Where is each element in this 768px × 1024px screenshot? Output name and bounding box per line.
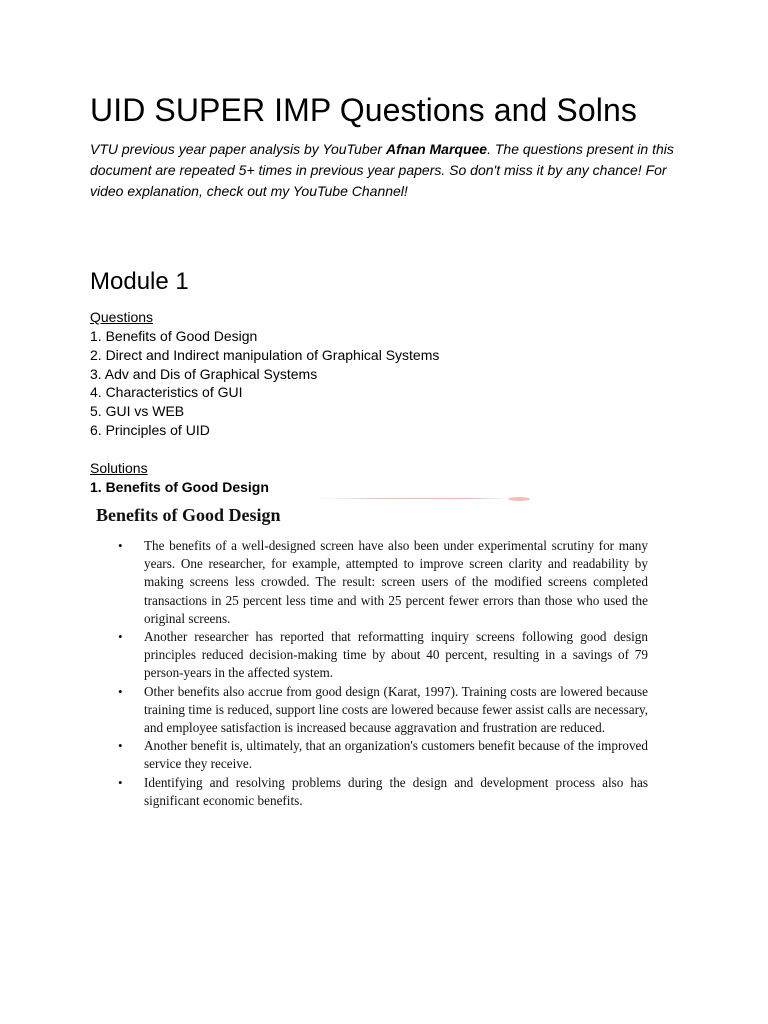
bullet-icon: • (118, 738, 123, 754)
scanned-excerpt-bullets (96, 537, 648, 810)
bullet-text: Another benefit is, ultimately, that an organization's customers benefit because of the improved service they receive. (144, 738, 648, 772)
scanned-excerpt-image (96, 505, 648, 830)
bullet-icon: • (118, 774, 123, 790)
bullet-text: Another researcher has reported that reformatting inquiry screens following good design principles reduced decision-making time by about 40 percent, resulting in a savings of 79 person-years in the affected system. (144, 629, 648, 681)
bullet-icon: • (118, 538, 123, 553)
question-item: 4. Characteristics of GUI (90, 384, 243, 401)
bullet-point (96, 628, 648, 683)
intro-text-after: . The questions present in this document are repeated 5+ times in previous year papers. So don't miss it by any chance! For video explanation, check out my YouTube Channel! (90, 141, 674, 199)
questions-label: Questions (90, 309, 154, 325)
bullet-point (96, 737, 648, 773)
document-title: UID SUPER IMP Questions and Solns (90, 92, 637, 128)
question-item: 3. Adv and Dis of Graphical Systems (90, 365, 318, 382)
question-item: 2. Direct and Indirect manipulation of Graphical Systems (90, 346, 440, 363)
bullet-text: Other benefits also accrue from good design (Karat, 1997). Training costs are lowered because training time is reduced, support line costs are lowered because fewer assist calls are necessary, and employee satisfaction is increased because aggravation and frustration are reduced. (144, 683, 648, 736)
bullet-point (96, 683, 648, 738)
question-item: 5. GUI vs WEB (90, 403, 185, 420)
intro-paragraph (90, 139, 680, 202)
intro-author-name: Afnan Marquee (385, 141, 488, 157)
intro-text-before: VTU previous year paper analysis by YouTuber (90, 141, 386, 157)
bullet-icon: • (118, 629, 123, 645)
question-item: 1. Benefits of Good Design (90, 328, 258, 344)
scan-artifact-line (318, 498, 508, 499)
scan-artifact-mark (508, 497, 530, 501)
bullet-icon: • (118, 683, 123, 699)
solution-heading: 1. Benefits of Good Design (90, 479, 269, 495)
bullet-text: The benefits of a well-designed screen have also been under experimental scrutiny for many years. One researcher, for example, attempted to improve screen clarity and readability by making screens less crowded. The result: screen users of the modified screens completed transactions in 25 percent less time and with 25 percent fewer errors than those who used the original screens. (144, 538, 648, 626)
module-heading: Module 1 (90, 268, 189, 295)
solutions-label: Solutions (90, 460, 148, 476)
question-item: 6. Principles of UID (90, 421, 210, 438)
bullet-point (96, 537, 648, 628)
scanned-excerpt-title: Benefits of Good Design (96, 505, 281, 525)
bullet-point (96, 774, 648, 810)
questions-list (90, 327, 439, 440)
bullet-text: Identifying and resolving problems during the design and development process also has significant economic benefits. (144, 774, 648, 808)
